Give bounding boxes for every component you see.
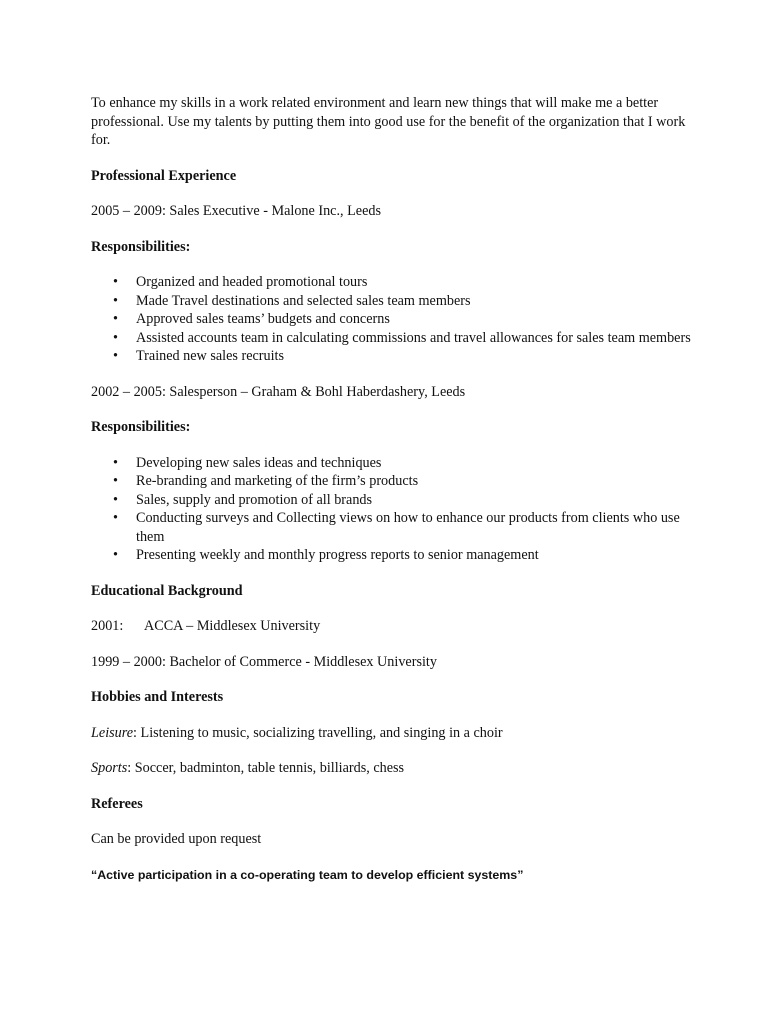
resume-document: [91, 94, 691, 884]
hobbies-heading: Hobbies and Interests: [91, 689, 224, 705]
list-item: • Re-branding and marketing of the firm’s products: [113, 473, 419, 489]
job-title-line: 2002 – 2005: Salesperson – Graham & Bohl Haberdashery, Leeds: [91, 383, 466, 400]
bullet-icon: •: [113, 473, 118, 489]
education-year: 1999 – 2000:: [91, 653, 166, 670]
hobby-text: : Listening to music, socializing travelling, and singing in a choir: [133, 724, 503, 741]
list-item: • Trained new sales recruits: [113, 348, 285, 364]
education-heading: Educational Background: [91, 582, 243, 599]
list-item: • Organized and headed promotional tours: [113, 274, 368, 290]
objective-paragraph: To enhance my skills in a work related environment and learn new things that will make me a better professional. Use my talents by putting them into good use for the benefit of the organization that I work for.: [91, 95, 686, 148]
bullet-icon: •: [113, 329, 118, 346]
hobby-leisure: [91, 724, 691, 743]
bullet-icon: •: [113, 311, 118, 327]
list-item: • Assisted accounts team in calculating commissions and travel allowances for sales team members: [113, 329, 691, 346]
hobby-sports: [91, 759, 691, 778]
hobby-label: Leisure: [91, 724, 134, 741]
list-item: • Developing new sales ideas and techniques: [113, 454, 382, 471]
list-item: • Presenting weekly and monthly progress reports to senior management: [113, 547, 539, 563]
bullet-icon: •: [113, 292, 118, 309]
hobby-text: : Soccer, badminton, table tennis, billiards, chess: [127, 760, 405, 776]
bullet-icon: •: [113, 348, 118, 364]
list-item: • Approved sales teams’ budgets and concerns: [113, 311, 390, 327]
list-item: • Conducting surveys and Collecting views on how to enhance our products from clients who use them: [113, 510, 680, 545]
job-entry-1: [91, 202, 691, 366]
responsibilities-list: [91, 273, 691, 366]
bullet-icon: •: [113, 491, 118, 508]
bullet-icon: •: [113, 547, 118, 563]
education-row: [91, 617, 691, 636]
bullet-icon: •: [113, 510, 118, 526]
closing-quote: “Active participation in a co-operating team to develop efficient systems”: [91, 867, 524, 882]
list-item: • Made Travel destinations and selected sales team members: [113, 292, 471, 309]
responsibilities-list: [91, 454, 691, 565]
hobby-label: Sports: [91, 760, 128, 776]
education-detail: ACCA – Middlesex University: [144, 618, 321, 634]
bullet-icon: •: [113, 274, 118, 290]
education-row: [91, 653, 691, 672]
education-detail: Bachelor of Commerce - Middlesex University: [165, 653, 437, 670]
job-entry-2: [91, 383, 691, 565]
referees-text: Can be provided upon request: [91, 831, 262, 847]
responsibilities-label: Responsibilities:: [91, 419, 191, 435]
experience-heading: Professional Experience: [91, 167, 237, 184]
education-year: 2001:: [91, 618, 124, 634]
list-item: • Sales, supply and promotion of all brands: [113, 491, 373, 508]
job-title-line: 2005 – 2009: Sales Executive - Malone Inc., Leeds: [91, 203, 381, 219]
bullet-icon: •: [113, 454, 118, 471]
responsibilities-label: Responsibilities:: [91, 238, 191, 255]
referees-heading: Referees: [91, 795, 143, 812]
